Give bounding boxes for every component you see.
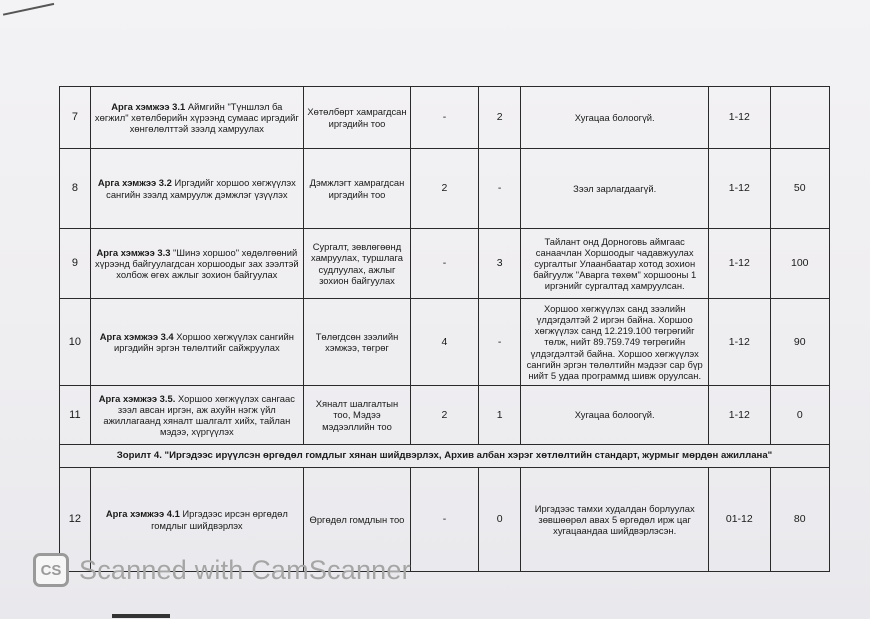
bottom-edge-mark bbox=[112, 614, 170, 618]
table-row bbox=[60, 149, 830, 229]
target-cell: 3 bbox=[478, 229, 520, 299]
measure-text: "Шинэ хоршоо" хөдөлгөөний хүрээнд байгуулагдсан хоршоодыг зах зээлтэй холбож өгөх ажлыг зохион байгуулах bbox=[95, 246, 299, 281]
target-cell: 1 bbox=[478, 386, 520, 445]
result-cell: Хугацаа болоогүй. bbox=[521, 386, 709, 445]
table-row bbox=[60, 229, 830, 299]
measure-label: Арга хэмжээ 3.3 bbox=[96, 246, 171, 258]
period-cell: 01-12 bbox=[709, 468, 771, 572]
measure-cell bbox=[90, 386, 303, 445]
target-cell: 2 bbox=[478, 87, 520, 149]
baseline-cell: - bbox=[411, 87, 479, 149]
target-cell: - bbox=[478, 149, 520, 229]
indicator-cell: Дэмжлэгт хамрагдсан иргэдийн тоо bbox=[303, 149, 410, 229]
row-number: 11 bbox=[60, 386, 91, 445]
percent-cell: 90 bbox=[770, 299, 829, 386]
camscanner-watermark bbox=[33, 550, 463, 590]
result-cell: Зээл зарлагдаагүй. bbox=[521, 149, 709, 229]
percent-cell: 0 bbox=[770, 386, 829, 445]
indicator-cell: Сургалт, зөвлөгөөнд хамруулах, туршлага судлуулах, ажлыг зохион байгуулах bbox=[303, 229, 410, 299]
row-number: 8 bbox=[60, 149, 91, 229]
baseline-cell: - bbox=[411, 468, 479, 572]
result-cell: Хоршоо хөгжүүлэх санд зээлийн үлдэгдэлтэй 2 иргэн байна. Хоршоо хөгжүүлэх санд 12.219.100 төгрөгийг төлж, нийт 89.759.749 төгрөгийн үлдэгдэлтэй байна. Хоршоо хөгжүүлэх сангийн эргэн төлөлтийн мэдээг сар бүр нийт 5 удаа программд шивж оруулсан. bbox=[521, 299, 709, 386]
measure-cell bbox=[90, 149, 303, 229]
measure-text: Хоршоо хөгжүүлэх сангаас зээл авсан иргэн, аж ахуйн нэгж үйл ажиллагаанд хяналт шалгалт хийх, тайлан мэдээ, хүргүүлэх bbox=[103, 392, 295, 438]
result-cell: Тайлант онд Дорноговь аймгаас санаачлан Хоршоодыг чадавжуулах сургалтыг Улаанбаатар хотод зохион байгуулж "Аварга төхөм" хоршооны 1 иргэнийг сургалтад хамруулсан. bbox=[521, 229, 709, 299]
baseline-cell: - bbox=[411, 229, 479, 299]
measure-label: Арга хэмжээ 4.1 bbox=[105, 508, 180, 520]
table-row bbox=[60, 299, 830, 386]
result-cell: Хугацаа болоогүй. bbox=[521, 87, 709, 149]
row-number: 10 bbox=[60, 299, 91, 386]
indicator-cell: Төлөгдсөн зээлийн хэмжээ, төгрөг bbox=[303, 299, 410, 386]
camscanner-logo-icon: CS bbox=[33, 553, 69, 587]
percent-cell: 100 bbox=[770, 229, 829, 299]
row-number: 9 bbox=[60, 229, 91, 299]
period-cell: 1-12 bbox=[709, 229, 771, 299]
row-number: 12 bbox=[60, 468, 91, 572]
measure-cell bbox=[90, 229, 303, 299]
percent-cell bbox=[770, 87, 829, 149]
row-number: 7 bbox=[60, 87, 91, 149]
period-cell: 1-12 bbox=[709, 87, 771, 149]
target-cell: 0 bbox=[478, 468, 520, 572]
goal-text: Зорилт 4. "Иргэдээс ирүүлсэн өргөдөл гомдлыг хянан шийдвэрлэх, Архив албан хэрэг хөтлөлтийн стандарт, журмыг мөрдөн ажиллана" bbox=[60, 445, 830, 468]
indicator-cell: Хөтөлбөрт хамрагдсан иргэдийн тоо bbox=[303, 87, 410, 149]
result-cell: Иргэдээс тамхи худалдан борлуулах зөвшөөрөл авах 5 өргөдөл ирж цаг хугацаандаа шийдвэрлэсэн. bbox=[521, 468, 709, 572]
baseline-cell: 4 bbox=[411, 299, 479, 386]
measure-text: Иргэдээс ирсэн өргөдөл гомдлыг шийдвэрлэх bbox=[151, 508, 288, 531]
baseline-cell: 2 bbox=[411, 386, 479, 445]
measure-label: Арга хэмжээ 3.5. bbox=[98, 392, 176, 404]
goal-row bbox=[60, 445, 830, 468]
measure-cell bbox=[90, 87, 303, 149]
measure-label: Арга хэмжээ 3.2 bbox=[97, 177, 172, 189]
report-table bbox=[59, 86, 830, 572]
percent-cell: 80 bbox=[770, 468, 829, 572]
measure-label: Арга хэмжээ 3.1 bbox=[111, 100, 186, 112]
baseline-cell: 2 bbox=[411, 149, 479, 229]
percent-cell: 50 bbox=[770, 149, 829, 229]
watermark-text: Scanned with CamScanner bbox=[79, 554, 411, 585]
measure-text: Хоршоо хөгжүүлэх сангийн иргэдийн эргэн төлөлтийг сайжруулах bbox=[114, 330, 294, 353]
measure-label: Арга хэмжээ 3.4 bbox=[99, 330, 174, 342]
period-cell: 1-12 bbox=[709, 386, 771, 445]
indicator-cell: Хяналт шалгалтын тоо, Мэдээ мэдээллийн тоо bbox=[303, 386, 410, 445]
measure-cell bbox=[90, 299, 303, 386]
target-cell: - bbox=[478, 299, 520, 386]
table-row bbox=[60, 87, 830, 149]
measure-text: Иргэдийг хоршоо хөгжүүлэх сангийн зээлд хамруулж дэмжлэг үзүүлэх bbox=[106, 177, 296, 200]
period-cell: 1-12 bbox=[709, 299, 771, 386]
measure-text: Аймгийн "Түншлэл ба хөгжил" хөтөлбөрийн хүрээнд сумаас иргэдийг хөнгөлөлттэй зээлд хамруулах bbox=[94, 100, 299, 135]
table-body bbox=[60, 87, 830, 572]
corner-fold-mark bbox=[0, 0, 54, 16]
period-cell: 1-12 bbox=[709, 149, 771, 229]
table-row bbox=[60, 386, 830, 445]
indicator-cell: Өргөдөл гомдлын тоо bbox=[303, 468, 410, 572]
